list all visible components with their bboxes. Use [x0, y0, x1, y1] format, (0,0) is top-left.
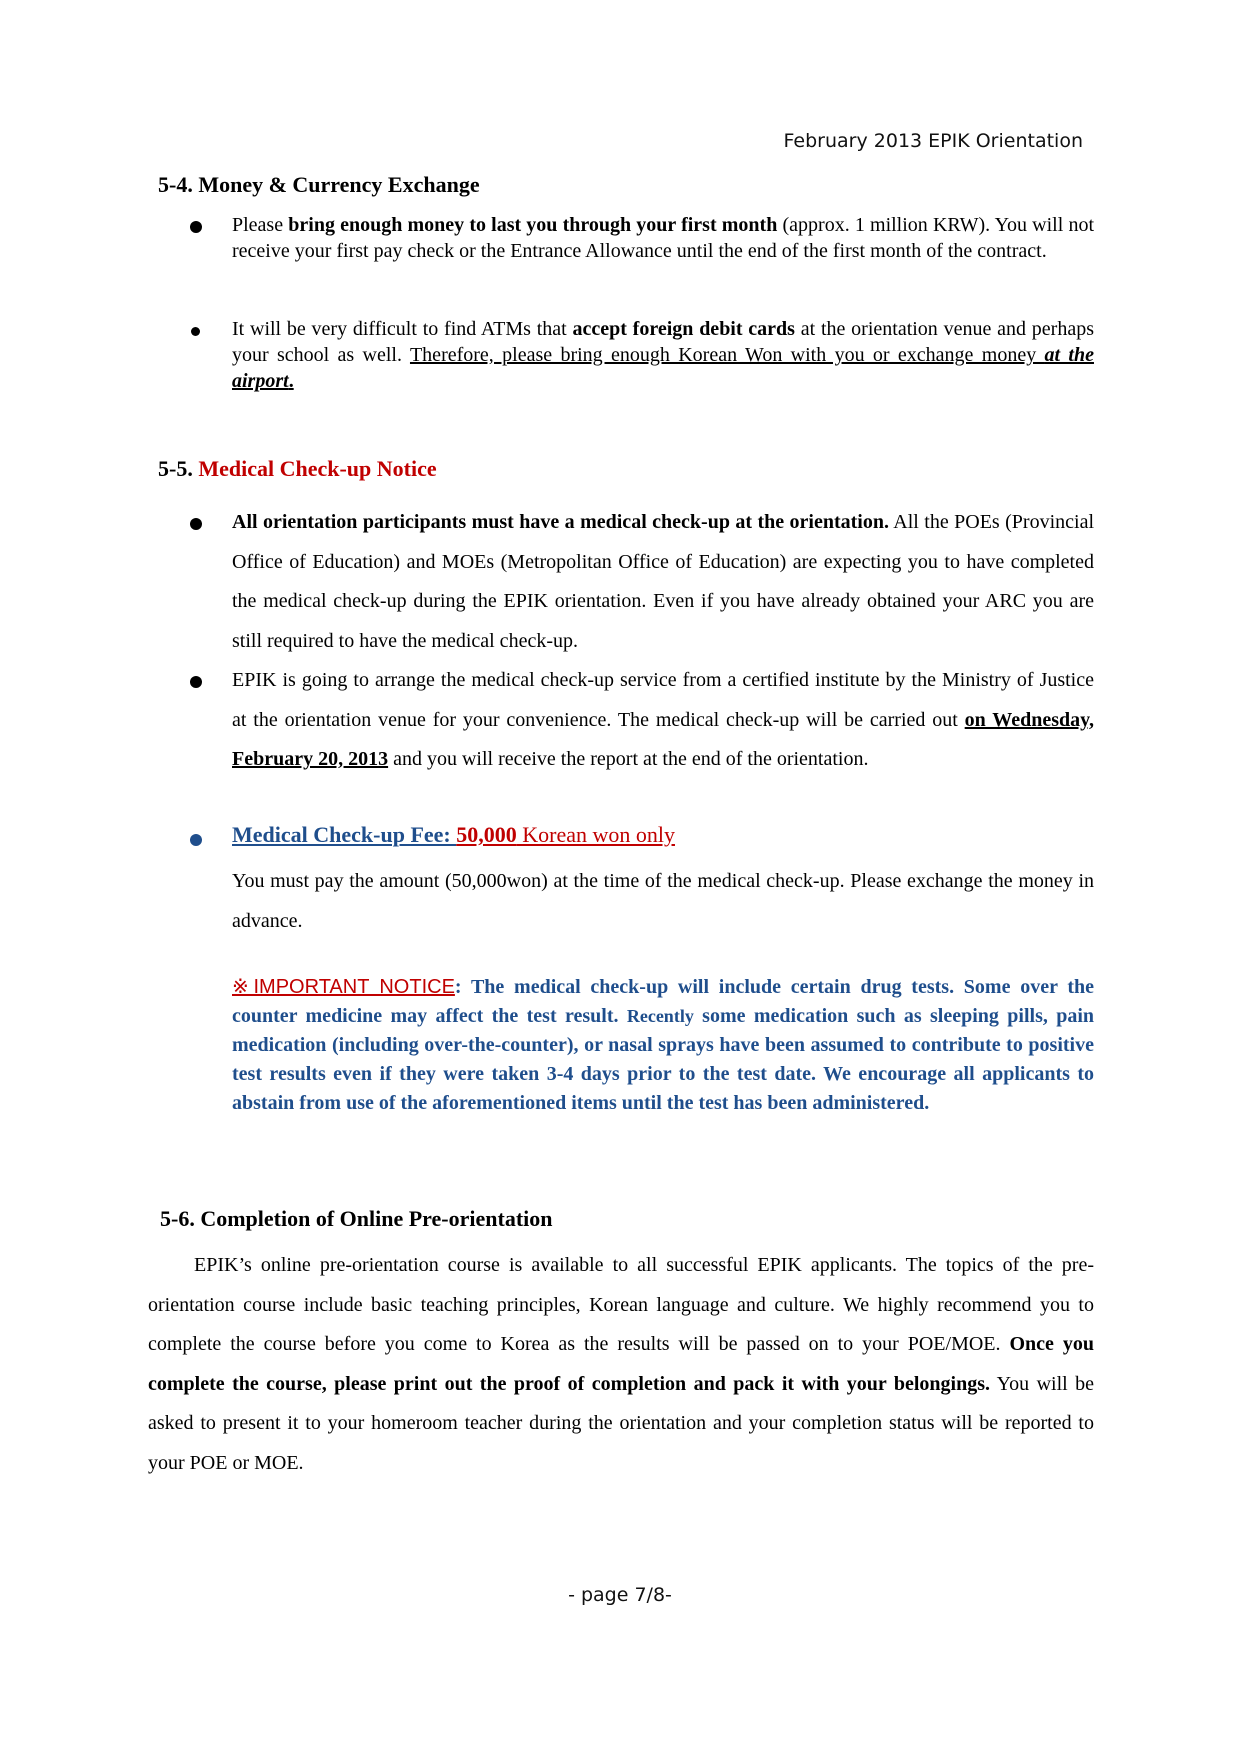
bullet-icon	[190, 518, 202, 530]
medical-fee: Medical Check-up Fee: 50,000 Korean won only	[232, 822, 675, 847]
money-bullet-1: Please bring enough money to last you through your first month (approx. 1 million KRW). You will not receive your first pay check or the Entrance Allowance until the end of the first month of the contract.	[232, 214, 1095, 262]
bullet-icon	[191, 327, 200, 336]
money-bullet-2: It will be very difficult to find ATMs that accept foreign debit cards at the orientation venue and perhaps your school as well. Therefore, please bring enough Korean Won with you or exchange money at the airport.	[232, 318, 1094, 392]
medical-fee-detail: You must pay the amount (50,000won) at the time of the medical check-up. Please exchange the money in advance.	[232, 870, 1094, 932]
important-notice: ※IMPORTANT NOTICE: The medical check-up will include certain drug tests. Some over the counter medicine may affect the test result. Recently some medication such as sleeping pills, pain medication (including over-the-counter), or nasal sprays have been assumed to contribute to positive test results even if they were taken 3-4 days prior to the test date. We encourage all applicants to abstain from use of the aforementioned items until the test has been administered.	[232, 976, 1095, 1114]
page-number: - page 7/8-	[568, 1584, 672, 1606]
preorientation-paragraph: EPIK’s online pre-orientation course is available to all successful EPIK applicants. The topics of the pre-orientation course include basic teaching principles, Korean language and culture. We highly recommend you to complete the course before you come to Korea as the results will be passed on to your POE/MOE. Once you complete the course, please print out the proof of completion and pack it with your belongings. You will be asked to present it to your homeroom teacher during the orientation and your completion status will be reported to your POE or MOE.	[148, 1254, 1094, 1474]
medical-bullet-1: All orientation participants must have a medical check-up at the orientation. All the POEs (Provincial Office of Education) and MOEs (Metropolitan Office of Education) are expecting you to have completed the medical check-up during the EPIK orientation. Even if you have already obtained your ARC you are still required to have the medical check-up.	[232, 511, 1094, 652]
bullet-icon	[190, 221, 202, 233]
section-heading-medical: 5-5. Medical Check-up Notice	[158, 456, 437, 481]
bullet-icon	[190, 834, 202, 846]
bullet-icon	[190, 676, 202, 688]
section-heading-money: 5-4. Money & Currency Exchange	[158, 172, 480, 197]
section-heading-preorientation: 5-6. Completion of Online Pre-orientation	[160, 1206, 553, 1231]
running-header: February 2013 EPIK Orientation	[783, 130, 1083, 152]
medical-bullet-2: EPIK is going to arrange the medical check-up service from a certified institute by the Ministry of Justice at the orientation venue for your convenience. The medical check-up will be carried out on Wednesday, February 20, 2013 and you will receive the report at the end of the orientation.	[232, 669, 1094, 770]
